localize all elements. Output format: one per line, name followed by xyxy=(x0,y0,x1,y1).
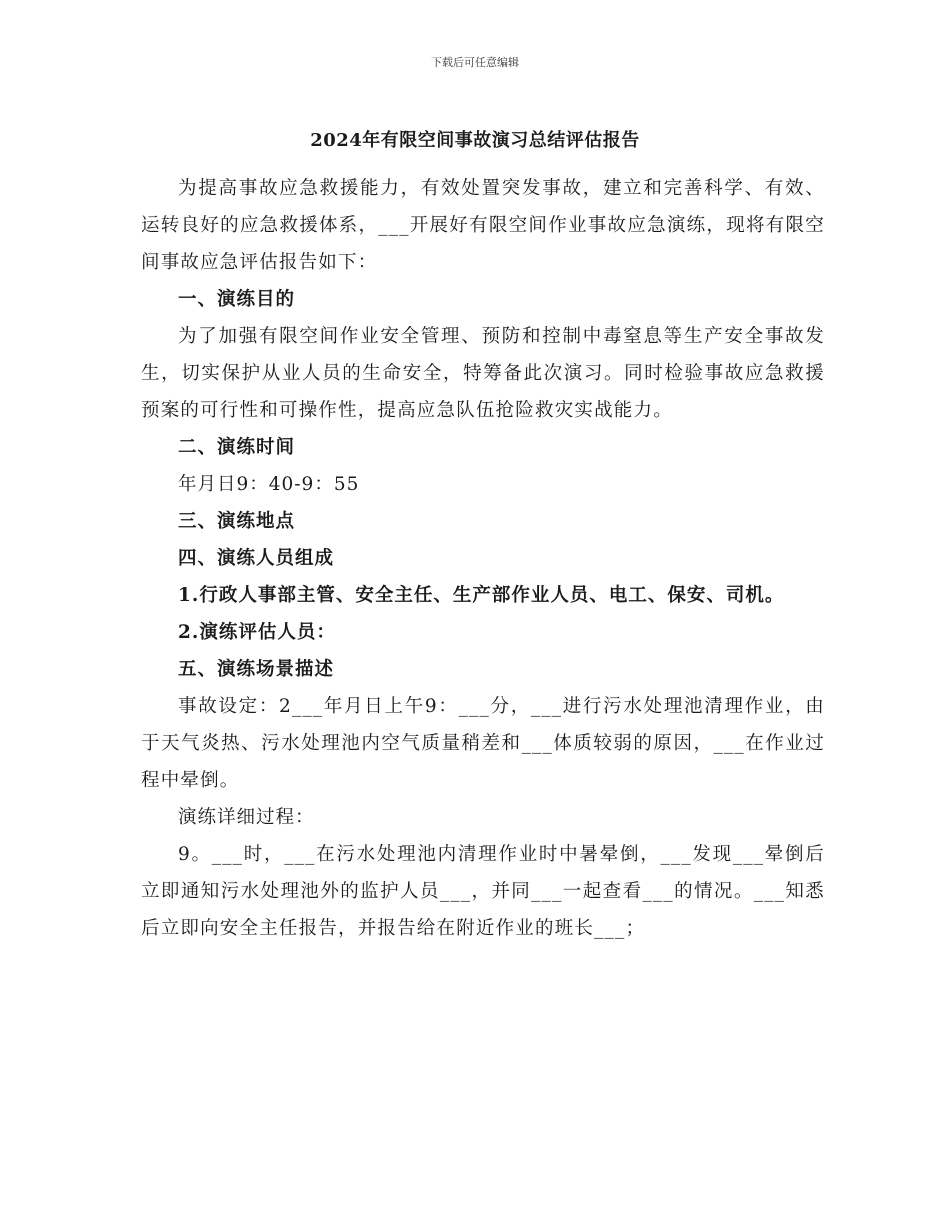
section-heading-location: 三、演练地点 xyxy=(178,511,296,532)
section-heading-time: 二、演练时间 xyxy=(178,437,296,458)
scenario-paragraph: 事故设定：2___年月日上午9：___分，___进行污水处理池清理作业，由于天气炎热、污水处理池内空气质量稍差和___体质较弱的原因，___在作业过程中晕倒。 xyxy=(141,696,825,791)
document-title: 2024年有限空间事故演习总结评估报告 xyxy=(310,130,640,151)
section-heading-scenario: 五、演练场景描述 xyxy=(178,659,335,680)
document-body xyxy=(141,170,825,947)
header-note: 下载后可任意编辑 xyxy=(431,56,519,69)
section-heading-purpose: 一、演练目的 xyxy=(178,289,296,310)
personnel-item-2: 2.演练评估人员： xyxy=(178,622,336,643)
intro-paragraph: 为提高事故应急救援能力，有效处置突发事故，建立和完善科学、有效、运转良好的应急救援体系，___开展好有限空间作业事故应急演练，现将有限空间事故应急评估报告如下： xyxy=(141,178,825,273)
process-label: 演练详细过程： xyxy=(178,807,315,828)
section-heading-personnel: 四、演练人员组成 xyxy=(178,548,335,569)
purpose-paragraph: 为了加强有限空间作业安全管理、预防和控制中毒窒息等生产安全事故发生，切实保护从业人员的生命安全，特筹备此次演习。同时检验事故应急救援预案的可行性和可操作性，提高应急队伍抢险救灾实战能力。 xyxy=(141,326,825,421)
time-paragraph: 年月日9：40-9：55 xyxy=(178,474,360,495)
process-paragraph: 9。___时，___在污水处理池内清理作业时中暑晕倒，___发现___晕倒后立即通知污水处理池外的监护人员___，并同___一起查看___的情况。___知悉后立即向安全主任报告，并报告给在附近作业的班长___； xyxy=(141,844,825,939)
personnel-item-1: 1.行政人事部主管、安全主任、生产部作业人员、电工、保安、司机。 xyxy=(178,585,785,606)
